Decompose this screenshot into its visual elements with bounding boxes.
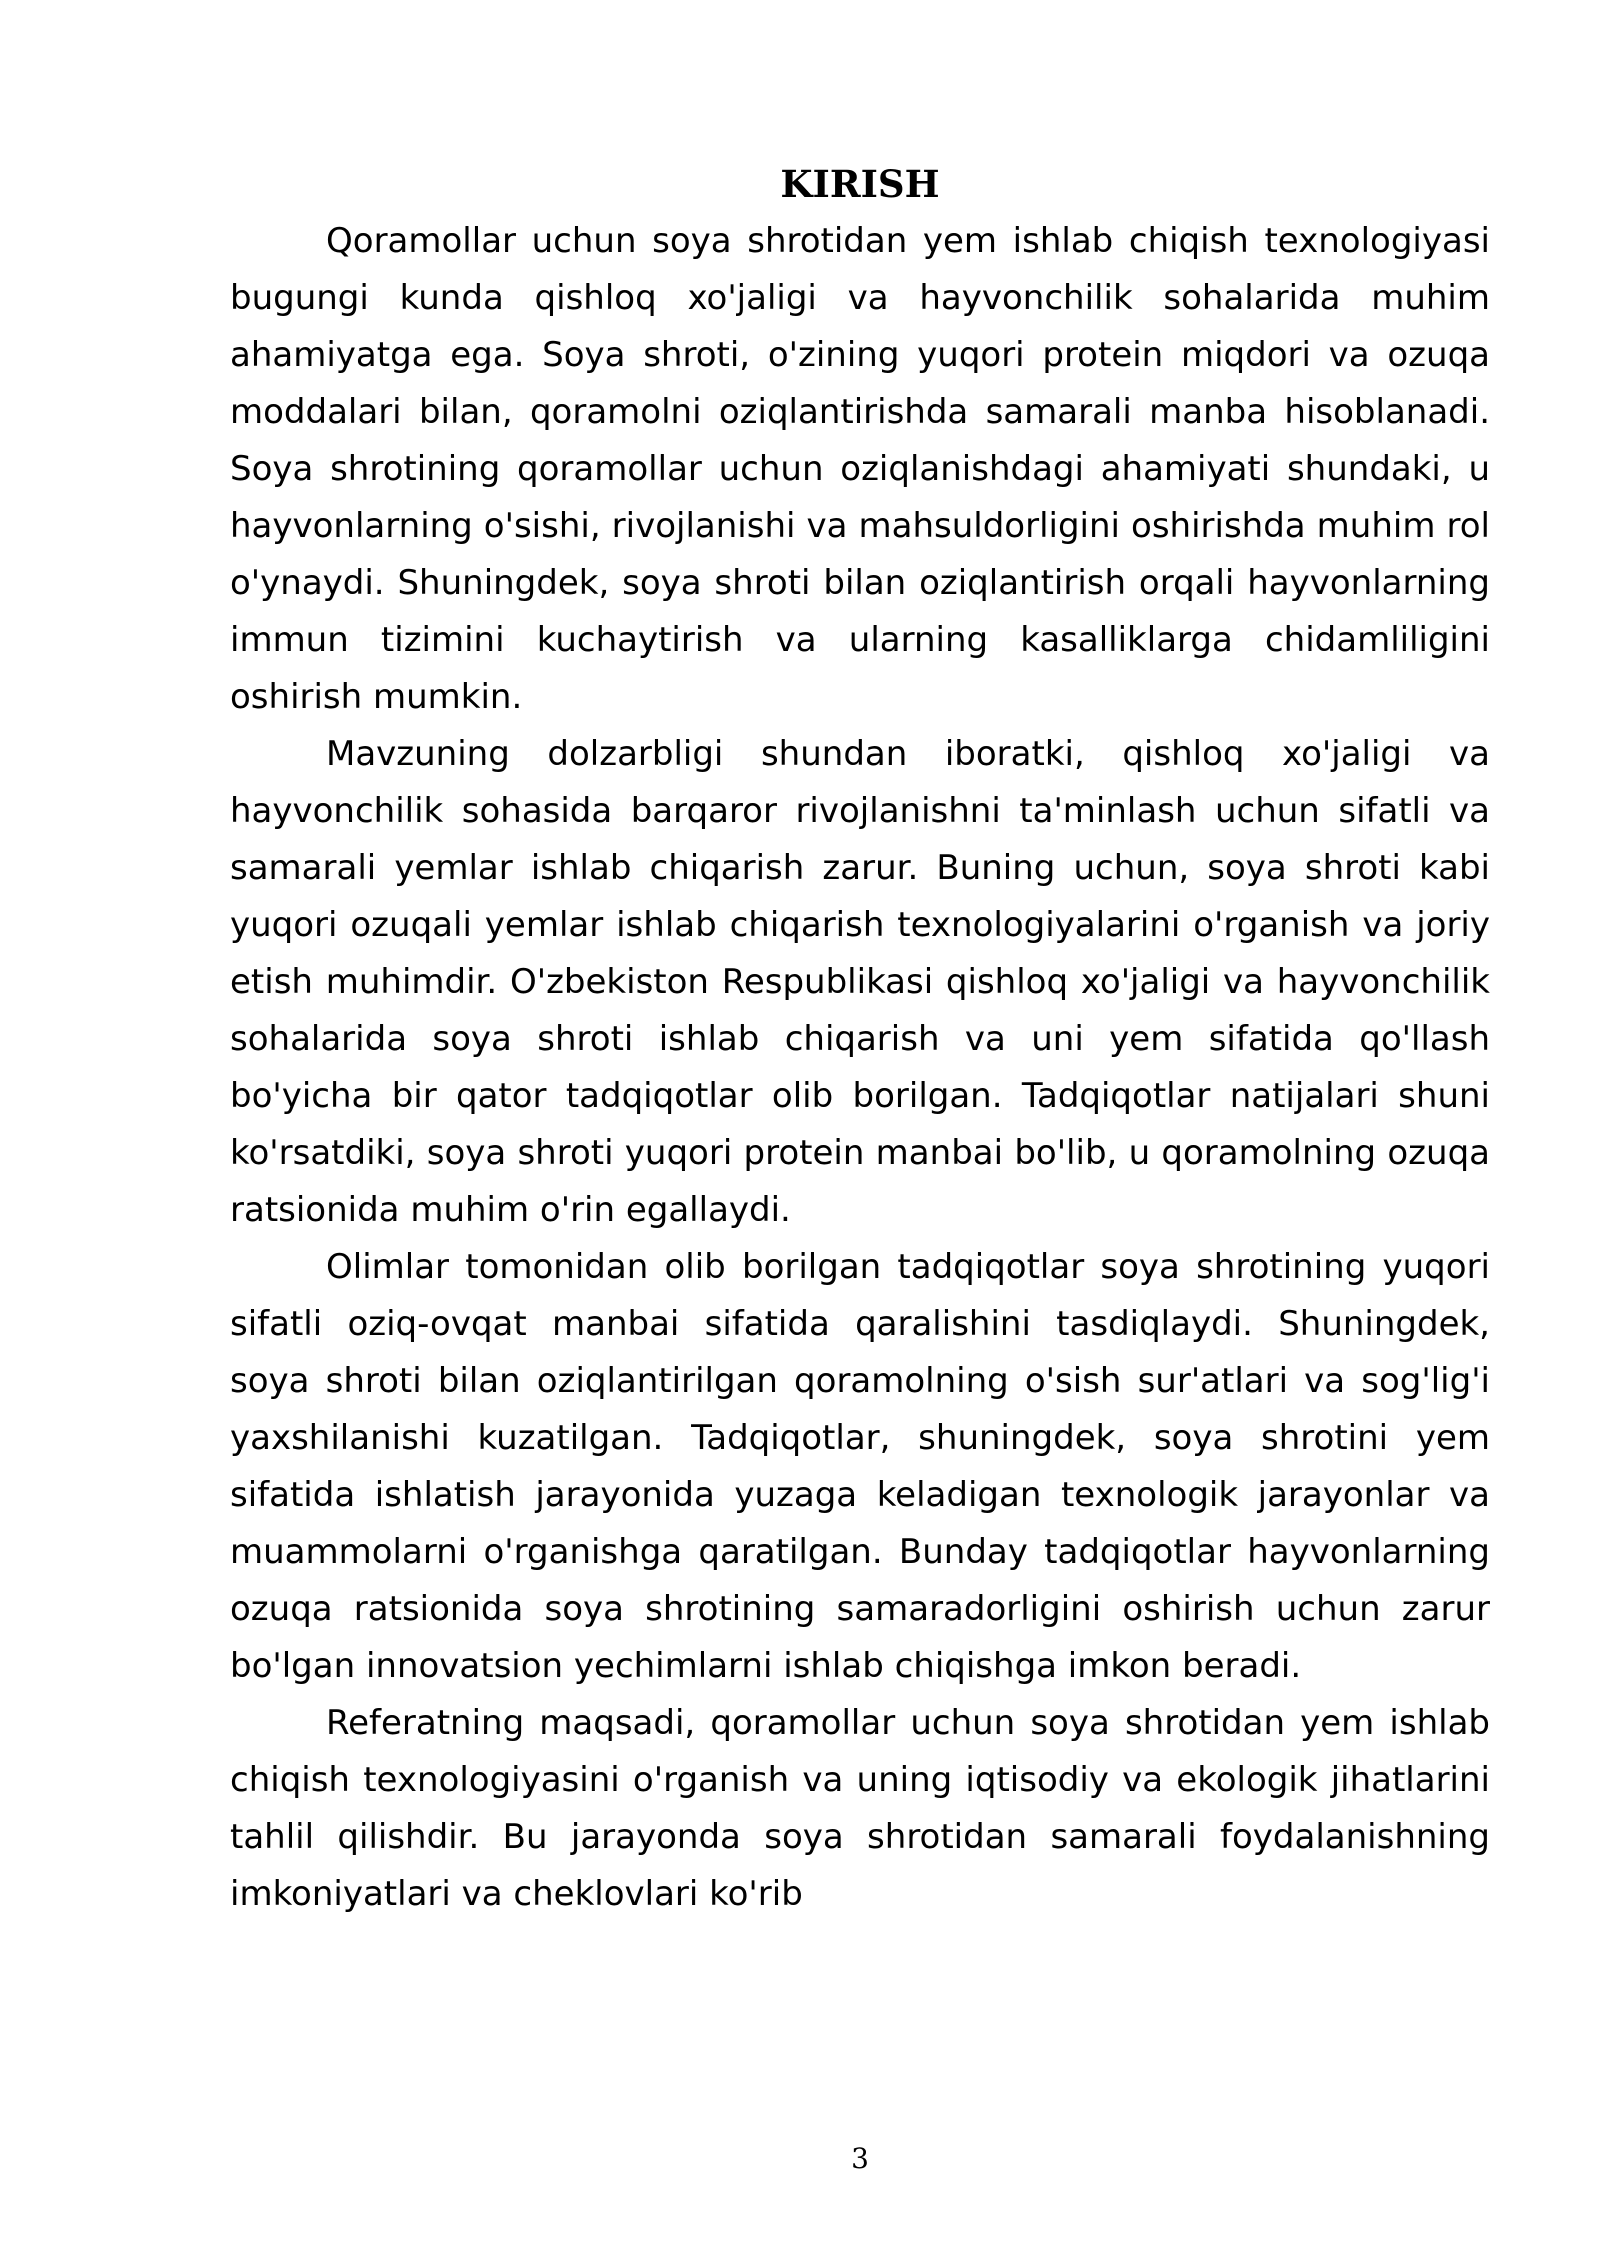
paragraph-research: Olimlar tomonidan olib borilgan tadqiqotlar soya shrotining yuqori sifatli oziq-ovqat manbai sifatida qaralishini tasdiqlaydi. Shuningdek, soya shroti bilan oziqlantirilgan qoramolning o'sish sur'atlari va sog'lig'i yaxshilanishi kuzatilgan. Tadqiqotlar, shuningdek, soya shrotini yem sifatida ishlatish jarayonida yuzaga keladigan texnologik jarayonlar va muammolarni o'rganishga qaratilgan. Bunday tadqiqotlar hayvonlarning ozuqa ratsionida soya shrotining samaradorligini oshirish uchun zarur bo'lgan innovatsion yechimlarni ishlab chiqishga imkon beradi. bbox=[230, 1247, 1490, 1686]
document-body bbox=[230, 155, 1490, 1923]
paragraph-goal: Referatning maqsadi, qoramollar uchun soya shrotidan yem ishlab chiqish texnologiyasini o'rganish va uning iqtisodiy va ekologik jihatlarini tahlil qilishdir. Bu jarayonda soya shrotidan samarali foydalanishning imkoniyatlari va cheklovlari ko'rib bbox=[230, 1703, 1490, 1914]
paragraph-intro: Qoramollar uchun soya shrotidan yem ishlab chiqish texnologiyasi bugungi kunda qishloq xo'jaligi va hayvonchilik sohalarida muhim ahamiyatga ega. Soya shroti, o'zining yuqori protein miqdori va ozuqa moddalari bilan, qoramolni oziqlantirishda samarali manba hisoblanadi. Soya shrotining qoramollar uchun oziqlanishdagi ahamiyati shundaki, u hayvonlarning o'sishi, rivojlanishi va mahsuldorligini oshirishda muhim rol o'ynaydi. Shuningdek, soya shroti bilan oziqlantirish orqali hayvonlarning immun tizimini kuchaytirish va ularning kasalliklarga chidamliligini oshirish mumkin. bbox=[230, 221, 1490, 717]
page-number: 3 bbox=[851, 2142, 869, 2175]
section-heading: KIRISH bbox=[780, 162, 940, 206]
paragraph-relevance: Mavzuning dolzarbligi shundan iboratki, qishloq xo'jaligi va hayvonchilik sohasida barqaror rivojlanishni ta'minlash uchun sifatli va samarali yemlar ishlab chiqarish zarur. Buning uchun, soya shroti kabi yuqori ozuqali yemlar ishlab chiqarish texnologiyalarini o'rganish va joriy etish muhimdir. O'zbekiston Respublikasi qishloq xo'jaligi va hayvonchilik sohalarida soya shroti ishlab chiqarish va uni yem sifatida qo'llash bo'yicha bir qator tadqiqotlar olib borilgan. Tadqiqotlar natijalari shuni ko'rsatdiki, soya shroti yuqori protein manbai bo'lib, u qoramolning ozuqa ratsionida muhim o'rin egallaydi. bbox=[230, 734, 1490, 1230]
